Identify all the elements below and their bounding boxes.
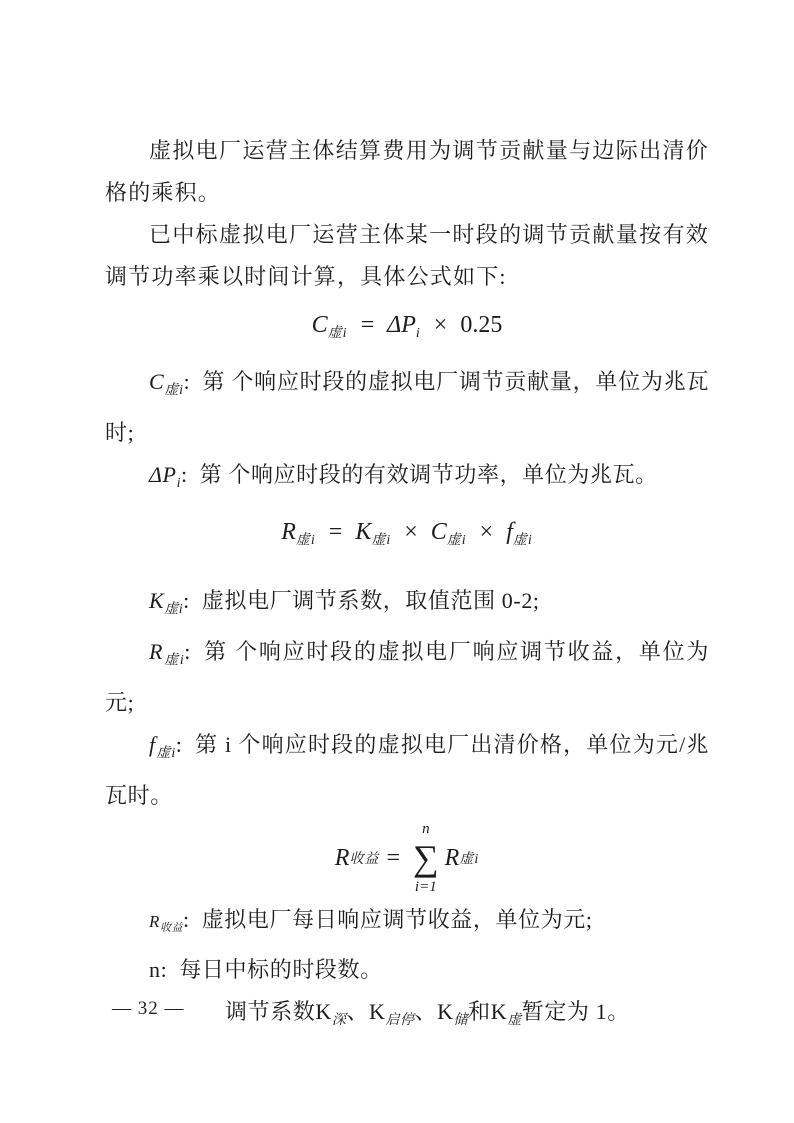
definition-text: 虚拟电厂每日响应调节收益，单位为元; [201, 907, 593, 932]
definition-symbol: R [149, 912, 160, 931]
definition-symbol: n [149, 957, 161, 982]
coefficient-note [105, 991, 709, 1042]
coefficient-prefix: 调节系数 [225, 999, 316, 1024]
definition-colon: : [183, 588, 190, 613]
body-paragraph-settlement: 虚拟电厂运营主体结算费用为调节贡献量与边际出清价格的乘积。 [105, 138, 709, 205]
formula-var-f: f [506, 519, 513, 545]
definition-text: 第 个响应时段的虚拟电厂调节贡献量，单位为兆瓦时; [105, 369, 709, 445]
equals-sign: = [360, 312, 375, 338]
formula-subscript: 虚i [459, 852, 480, 867]
definition-symbol: K [149, 588, 165, 613]
formula-var-r: R [281, 519, 296, 545]
times-sign: × [433, 312, 448, 338]
definition-colon: : [182, 907, 190, 932]
definition-symbol: R [149, 639, 164, 664]
coefficient-subscript: 虚 [507, 1013, 522, 1028]
definition-subscript: 虚i [164, 602, 184, 617]
definition-line [105, 361, 709, 454]
coefficient-k: K [369, 999, 386, 1024]
definitions-group-1 [105, 361, 709, 505]
formula-total-revenue [105, 819, 709, 897]
definition-line [105, 724, 709, 817]
definition-subscript: i [176, 476, 181, 491]
formula-var-r: R [334, 844, 350, 871]
definition-colon: : [175, 732, 183, 757]
definition-colon: : [183, 369, 191, 394]
separator: 、 [414, 999, 438, 1024]
formula-subscript: 虚i [512, 533, 533, 548]
formula-contribution [105, 302, 709, 357]
formula-unit-revenue [105, 509, 709, 564]
formula-var-r: R [444, 844, 460, 871]
formula-number: 0.25 [460, 312, 503, 338]
formula-var-c: C [430, 519, 447, 545]
definition-subscript: 虚i [164, 383, 184, 398]
formula-subscript: 虚i [371, 533, 392, 548]
formula-subscript: 虚i [295, 533, 316, 548]
definition-line [105, 631, 709, 724]
coefficient-subscript: 启停 [385, 1013, 415, 1028]
formula-subscript: 收益 [349, 852, 380, 867]
definition-symbol: ΔP [149, 462, 177, 487]
definition-colon: : [184, 639, 191, 664]
definition-text: 每日中标的时段数。 [179, 957, 383, 982]
definition-text: 第 i 个响应时段的虚拟电厂出清价格，单位为元/兆瓦时。 [105, 732, 709, 808]
formula-subscript: 虚i [446, 533, 467, 548]
formula-subscript: 虚i [327, 326, 348, 341]
formula-var-k: K [355, 519, 372, 545]
definition-colon: : [160, 957, 168, 982]
equals-sign: = [328, 519, 343, 545]
formula-var-c: C [311, 312, 328, 338]
coefficient-subscript: 深 [331, 1013, 347, 1028]
coefficient-suffix: 暂定为 1。 [521, 999, 630, 1024]
definition-subscript: 收益 [159, 922, 183, 934]
definition-line [105, 580, 709, 631]
body-paragraph-contribution: 已中标虚拟电厂运营主体某一时段的调节贡献量按有效调节功率乘以时间计算，具体公式如下: [105, 222, 709, 289]
definitions-group-3 [105, 899, 709, 991]
definition-text: 第 个响应时段的有效调节功率，单位为兆瓦。 [199, 462, 658, 487]
times-sign: × [404, 519, 418, 545]
summation [413, 821, 439, 895]
conjunction: 和 [468, 999, 491, 1024]
times-sign: × [479, 519, 494, 545]
coefficient-k: K [490, 999, 508, 1024]
definitions-group-2 [105, 580, 709, 817]
definition-line [105, 454, 709, 505]
definition-symbol: f [149, 732, 156, 757]
coefficient-subscript: 储 [453, 1013, 469, 1028]
coefficient-k: K [437, 999, 454, 1024]
definition-subscript: 虚i [155, 746, 176, 761]
definition-line [105, 899, 709, 949]
definition-symbol: C [149, 369, 165, 394]
definition-line [105, 949, 709, 991]
separator: 、 [346, 999, 370, 1024]
definition-text: 第 个响应时段的虚拟电厂响应调节收益，单位为元; [105, 639, 710, 715]
equals-sign: = [386, 844, 400, 871]
sum-lower-limit: i=1 [414, 879, 437, 895]
page-number: — 32 — [112, 998, 185, 1019]
definition-text: 虚拟电厂调节系数，取值范围 0-2; [201, 588, 540, 613]
sigma-symbol: ∑ [412, 838, 439, 878]
definition-subscript: 虚i [163, 653, 185, 668]
formula-var-delta-p: ΔP [387, 312, 416, 338]
definition-colon: : [180, 462, 188, 487]
sum-upper-limit: n [422, 821, 430, 837]
coefficient-k: K [315, 999, 332, 1024]
formula-subscript: i [415, 326, 421, 341]
